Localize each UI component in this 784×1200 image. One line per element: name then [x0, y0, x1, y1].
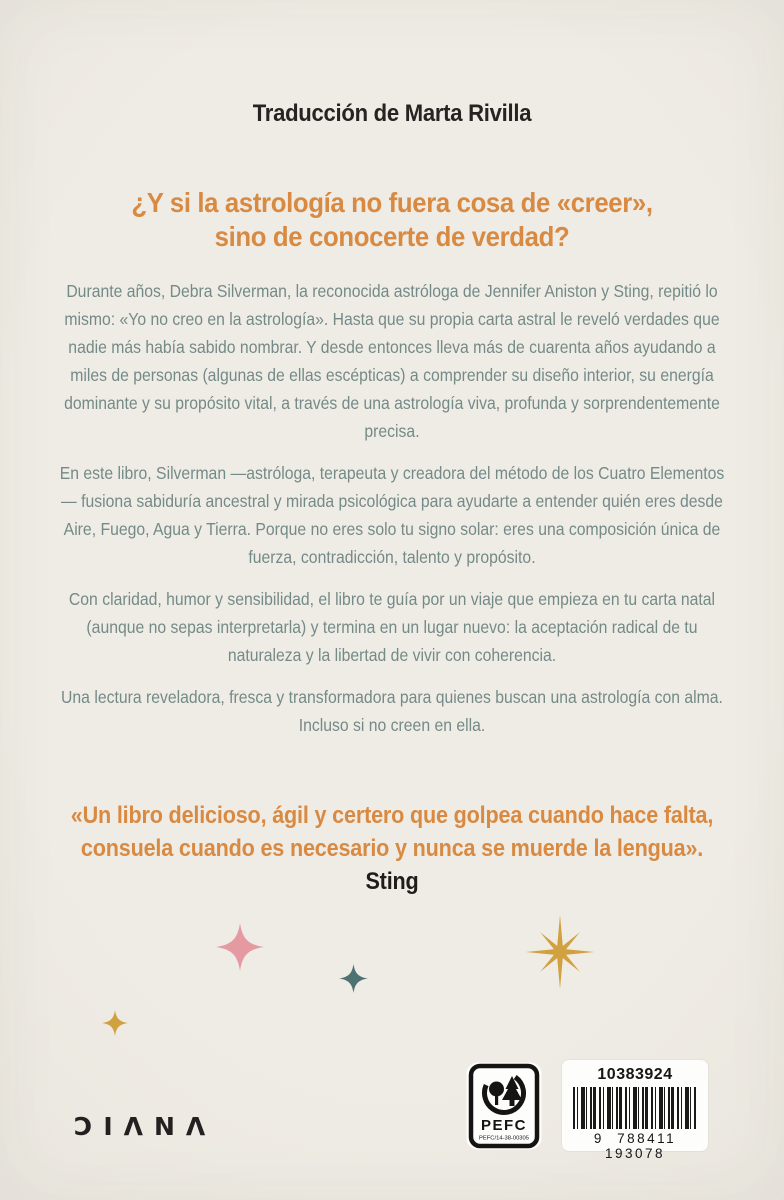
headline	[31, 186, 752, 254]
barcode-top-number: 10383924	[597, 1066, 673, 1083]
synopsis-paragraph: Una lectura reveladora, fresca y transformadora para quienes buscan una astrología con alma. Incluso si no creen en ella.	[61, 687, 723, 735]
pefc-code: PEFC/14-38-00305	[479, 1135, 529, 1142]
synopsis	[59, 277, 725, 753]
quote-attribution: Sting	[365, 868, 419, 895]
teal-sparkle-icon	[339, 962, 368, 995]
endorsement-quote	[59, 799, 725, 898]
translator-credit: Traducción de Marta Rivilla	[252, 100, 532, 127]
publisher-logo-diana: ƆIΛNΛ	[74, 1112, 217, 1141]
synopsis-paragraph: En este libro, Silverman —astróloga, terapeuta y creadora del método de los Cuatro Elementos— fusiona sabiduría ancestral y mirada psicológica para ayudarte a entender quién eres desde Aire, Fuego, Agua y Tierra. Porque no eres solo tu signo solar: eres una composición única de fuerza, contradicción, talento y propósito.	[59, 463, 725, 567]
gold-sparkle-icon	[102, 1004, 128, 1042]
synopsis-paragraph: Durante años, Debra Silverman, la reconocida astróloga de Jennifer Aniston y Sting, repitió lo mismo: «Yo no creo en la astrología». Hasta que su propia carta astral le reveló verdades que nadie más había sabido nombrar. Y desde entonces lleva más de cuarenta años ayudando a miles de personas (algunas de ellas escépticas) a comprender su diseño interior, su energía dominante y su propósito vital, a través de una astrología viva, profunda y sorprendentemente precisa.	[64, 281, 720, 441]
barcode-isbn: 9 788411 193078	[593, 1131, 677, 1161]
pefc-label: PEFC	[480, 1117, 528, 1134]
quote-text: «Un libro delicioso, ágil y certero que golpea cuando hace falta, consuela cuando es necesario y nunca se muerde la lengua».	[70, 802, 714, 862]
pink-sparkle-icon	[216, 920, 264, 974]
headline-line-1: ¿Y si la astrología no fuera cosa de «creer»,	[131, 187, 653, 218]
pefc-certification-badge	[466, 1062, 542, 1150]
barcode-bars-icon	[573, 1087, 697, 1129]
synopsis-paragraph: Con claridad, humor y sensibilidad, el libro te guía por un viaje que empieza en tu carta natal (aunque no sepas interpretarla) y termina en un lugar nuevo: la aceptación radical de tu naturaleza y la libertad de vivir con coherencia.	[68, 589, 716, 665]
headline-line-2: sino de conocerte de verdad?	[214, 221, 570, 252]
gold-starburst-icon	[523, 913, 597, 991]
barcode-label	[562, 1060, 708, 1161]
